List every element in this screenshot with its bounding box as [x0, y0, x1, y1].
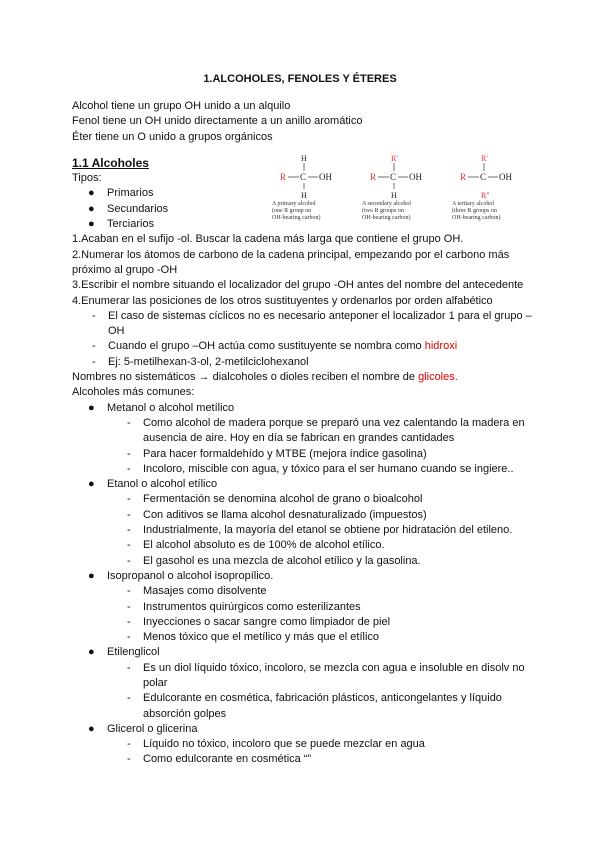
dash-marker: -: [127, 585, 131, 598]
hydroxyl: OH: [409, 172, 422, 182]
bullet-item: [72, 569, 542, 584]
dash-marker: -: [127, 508, 131, 521]
dash-item: [72, 339, 542, 354]
paragraph-line: [72, 263, 542, 278]
bullet-marker: ●: [88, 202, 95, 215]
paragraph-line: [72, 294, 542, 309]
paragraph-line: [72, 370, 542, 385]
line-text: Instrumentos quirúrgicos como esterilizantes: [143, 600, 361, 613]
r-group: R: [370, 172, 377, 182]
dash-item: [72, 615, 542, 630]
dash-marker: -: [92, 340, 96, 353]
figure-caption: A tertiary alcohol: [452, 201, 494, 207]
line-text: Inyecciones o sacar sangre como limpiador de piel: [143, 615, 391, 628]
figure-caption: (three R groups on: [452, 208, 497, 214]
figure-caption: OH-bearing carbon): [452, 215, 501, 221]
dash-item: [72, 416, 542, 447]
dash-item: [72, 752, 542, 767]
line-text: Etilenglicol: [107, 646, 160, 659]
r-group: R: [280, 172, 287, 182]
line-text: próximo al grupo -OH: [72, 263, 178, 276]
intro-line: Alcohol tiene un grupo OH unido a un alquilo: [72, 100, 291, 112]
top-substituent: H: [301, 154, 307, 163]
line-text: Masajes como disolvente: [143, 585, 267, 598]
line-text: Tipos:: [72, 172, 102, 185]
line-text: Menos tóxico que el metílico y más que el etílico: [143, 631, 380, 644]
line-text: Ej: 5-metilhexan-3-ol, 2-metilciclohexanol: [108, 355, 309, 368]
dash-marker: -: [127, 738, 131, 751]
dash-item: [72, 462, 542, 477]
dash-item: [72, 630, 542, 645]
r-group: R: [460, 172, 467, 182]
highlighted-term: glicoles.: [418, 371, 458, 384]
dash-item: [72, 538, 542, 553]
section-heading: 1.1 Alcoholes: [72, 155, 149, 170]
dash-marker: -: [92, 309, 96, 322]
dash-marker: -: [127, 524, 131, 537]
dash-marker: -: [127, 539, 131, 552]
line-text: Para hacer formaldehído y MTBE (mejora índice gasolina): [143, 447, 427, 460]
line-text: El gasohol es una mezcla de alcohol etílico y la gasolina.: [143, 554, 421, 567]
carbon: C: [480, 172, 487, 182]
bullet-marker: ●: [88, 569, 95, 582]
dash-item: [72, 508, 542, 523]
dash-item: [72, 309, 542, 340]
bullet-marker: ●: [88, 722, 95, 735]
bottom-substituent: H: [391, 191, 397, 200]
line-text: Secundarios: [107, 202, 169, 215]
line-text: El caso de sistemas cíclicos no es necesario anteponer el localizador 1 para el grupo –OH: [108, 309, 532, 338]
top-substituent: R': [391, 154, 398, 163]
dash-marker: -: [127, 631, 131, 644]
line-text: Como alcohol de madera porque se preparó una vez calentando la madera en ausencia de aire. Hoy en día se fabrican en grandes cantidades: [143, 416, 525, 445]
dash-marker: -: [127, 554, 131, 567]
figure-caption: OH-bearing carbon): [362, 215, 411, 221]
content-lines: [72, 171, 542, 768]
line-text: Como edulcorante en cosmética “”: [143, 753, 312, 766]
dash-item: [72, 554, 542, 569]
line-text: Primarios: [107, 187, 154, 200]
carbon: C: [300, 172, 307, 182]
line-text: Isopropanol o alcohol isopropílico.: [107, 569, 274, 582]
dash-marker: -: [127, 753, 131, 766]
intro-line: Fenol tiene un OH unido directamente a un anillo aromático: [72, 115, 363, 128]
dash-item: [72, 584, 542, 599]
line-text: Nombres no sistemáticos → dialcoholes o dioles reciben el nombre de: [72, 371, 419, 384]
line-text: El alcohol absoluto es de 100% de alcohol etílico.: [143, 539, 385, 552]
line-text: Terciarios: [107, 218, 155, 231]
dash-marker: -: [127, 615, 131, 628]
dash-item: [72, 691, 542, 722]
line-text: Industrialmente, la mayoría del etanol se obtiene por hidratación del etileno.: [143, 524, 513, 537]
figure-caption: (one R group on: [272, 208, 312, 214]
line-text: 1.Acaban en el sufijo -ol. Buscar la cadena más larga que contiene el grupo OH.: [72, 233, 464, 246]
dash-item: [72, 355, 542, 370]
line-text: Incoloro, miscible con agua, y tóxico para el ser humano cuando se ingiere..: [143, 462, 514, 475]
intro-line: Éter tiene un O unido a grupos orgánicos: [72, 130, 273, 143]
bullet-item: [72, 401, 542, 416]
dash-item: [72, 737, 542, 752]
figure-caption: A secondary alcohol: [362, 201, 411, 207]
line-text: Con aditivos se llama alcohol desnaturalizado (impuestos): [143, 508, 427, 521]
dash-marker: -: [127, 661, 131, 674]
line-text: Fermentación se denomina alcohol de grano o bioalcohol: [143, 493, 423, 506]
dash-item: [72, 492, 542, 507]
line-text: Glicerol o glicerina: [107, 722, 198, 735]
dash-marker: -: [127, 600, 131, 613]
line-text: Líquido no tóxico, incoloro que se puede mezclar en agua: [143, 738, 425, 751]
line-text: Cuando el grupo –OH actúa como sustituyente se nombra como: [108, 340, 425, 353]
bottom-substituent: R": [481, 191, 490, 200]
line-text: 3.Escribir el nombre situando el localizador del grupo -OH antes del nombre del antecedente: [72, 279, 524, 292]
figure-caption: OH-bearing carbon): [272, 215, 321, 221]
dash-marker: -: [127, 493, 131, 506]
dash-marker: -: [127, 416, 131, 429]
page-title: 1.ALCOHOLES, FENOLES Y ÉTERES: [203, 73, 397, 85]
line-text: Alcoholes más comunes:: [72, 386, 195, 399]
dash-item: [72, 523, 542, 538]
bullet-marker: ●: [88, 646, 95, 659]
dash-marker: -: [127, 462, 131, 475]
dash-marker: -: [92, 355, 96, 368]
carbon: C: [390, 172, 397, 182]
bullet-item: [72, 645, 542, 660]
paragraph-line: [72, 248, 542, 263]
line-text: 4.Enumerar las posiciones de los otros sustituyentes y ordenarlos por orden alfabético: [72, 294, 493, 307]
bullet-marker: ●: [88, 401, 95, 414]
bullet-marker: ●: [88, 478, 95, 491]
line-text: Edulcorante en cosmética, fabricación plásticos, anticongelantes y líquido absorción golpes: [143, 692, 502, 720]
line-text: Metanol o alcohol metílico: [107, 401, 235, 414]
bullet-item: [72, 722, 542, 737]
figure-caption: A primary alcohol: [272, 201, 316, 207]
dash-marker: -: [127, 447, 131, 460]
bottom-substituent: H: [301, 191, 307, 200]
line-text: Etanol o alcohol etílico: [107, 478, 218, 491]
paragraph-line: [72, 278, 542, 293]
highlighted-term: hidroxi: [424, 340, 458, 353]
hydroxyl: OH: [319, 172, 332, 182]
dash-item: [72, 661, 542, 692]
paragraph-line: [72, 232, 542, 247]
paragraph-line: [72, 385, 542, 400]
dash-item: [72, 600, 542, 615]
top-substituent: R': [481, 154, 488, 163]
hydroxyl: OH: [499, 172, 512, 182]
bullet-marker: ●: [88, 218, 95, 231]
bullet-marker: ●: [88, 187, 95, 200]
line-text: 2.Numerar los átomos de carbono de la cadena principal, empezando por el carbono más: [72, 248, 510, 261]
figure-caption: (two R groups on: [362, 208, 404, 214]
dash-item: [72, 447, 542, 462]
line-text: Es un diol líquido tóxico, incoloro, se mezcla con agua e insoluble en disolv no polar: [143, 661, 525, 689]
dash-marker: -: [127, 692, 131, 705]
bullet-item: [72, 477, 542, 492]
alcohol-types-figure: [265, 153, 560, 228]
